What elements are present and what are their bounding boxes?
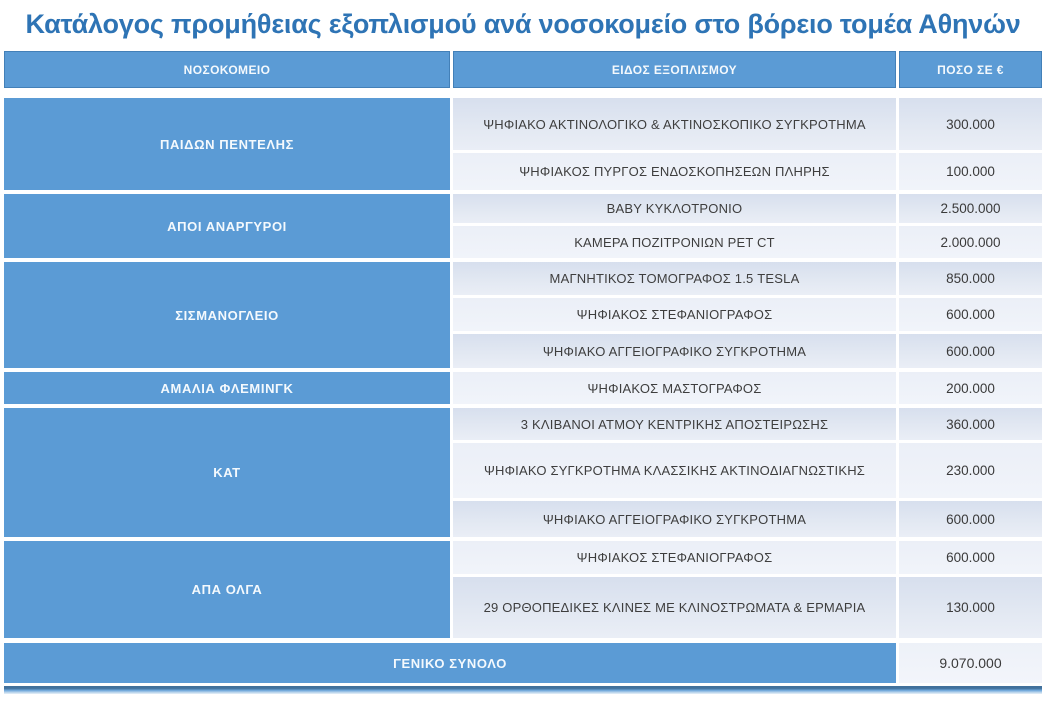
total-label-cell: ΓΕΝΙΚΟ ΣΥΝΟΛΟ [4, 643, 896, 683]
equipment-cell: ΨΗΦΙΑΚΟ ΣΥΓΚΡΟΤΗΜΑ ΚΛΑΣΣΙΚΗΣ ΑΚΤΙΝΟΔΙΑΓΝΩΣΤΙΚΗΣ [453, 443, 896, 498]
table-row [453, 262, 1042, 295]
header-cell-amount: ΠΟΣΟ ΣΕ € [899, 51, 1042, 88]
equipment-cell: ΨΗΦΙΑΚΟΣ ΣΤΕΦΑΝΙΟΓΡΑΦΟΣ [453, 298, 896, 331]
header-cell-hospital: ΝΟΣΟΚΟΜΕΙΟ [4, 51, 450, 88]
hospital-group [4, 372, 1042, 404]
table-row [453, 334, 1042, 368]
equipment-cell: 29 ΟΡΘΟΠΕΔΙΚΕΣ ΚΛΙΝΕΣ ΜΕ ΚΛΙΝΟΣΤΡΩΜΑΤΑ & ΕΡΜΑΡΙΑ [453, 577, 896, 638]
table-row [453, 577, 1042, 638]
hospital-cell: ΑΜΑΛΙΑ ΦΛΕΜΙΝΓΚ [4, 372, 450, 404]
table-row [453, 194, 1042, 223]
equipment-cell: BABY ΚΥΚΛΟΤΡΟΝΙΟ [453, 194, 896, 223]
equipment-cell: 3 ΚΛΙΒΑΝΟΙ ΑΤΜΟΥ ΚΕΝΤΡΙΚΗΣ ΑΠΟΣΤΕΙΡΩΣΗΣ [453, 408, 896, 440]
amount-cell: 200.000 [899, 372, 1042, 404]
equipment-cell: ΨΗΦΙΑΚΟΣ ΜΑΣΤΟΓΡΑΦΟΣ [453, 372, 896, 404]
table-row [453, 501, 1042, 537]
amount-cell: 2.000.000 [899, 226, 1042, 258]
equipment-cell: ΜΑΓΝΗΤΙΚΟΣ ΤΟΜΟΓΡΑΦΟΣ 1.5 TESLA [453, 262, 896, 295]
table-row [453, 98, 1042, 150]
hospital-cell: ΑΠΟΙ ΑΝΑΡΓΥΡΟΙ [4, 194, 450, 258]
hospital-cell: ΚΑΤ [4, 408, 450, 537]
amount-cell: 850.000 [899, 262, 1042, 295]
table-row [453, 443, 1042, 498]
table-row [453, 226, 1042, 258]
hospital-group [4, 98, 1042, 190]
hospital-cell: ΠΑΙΔΩΝ ΠΕΝΤΕΛΗΣ [4, 98, 450, 190]
amount-cell: 360.000 [899, 408, 1042, 440]
amount-cell: 100.000 [899, 153, 1042, 190]
table-row [453, 541, 1042, 574]
amount-cell: 300.000 [899, 98, 1042, 150]
hospital-group [4, 541, 1042, 638]
equipment-cell: ΨΗΦΙΑΚΟΣ ΣΤΕΦΑΝΙΟΓΡΑΦΟΣ [453, 541, 896, 574]
hospital-group [4, 194, 1042, 258]
total-row [4, 643, 1042, 683]
equipment-cell: ΚΑΜΕΡΑ ΠΟΖΙΤΡΟΝΙΩΝ PET CT [453, 226, 896, 258]
amount-cell: 2.500.000 [899, 194, 1042, 223]
table-row [453, 372, 1042, 404]
amount-cell: 600.000 [899, 298, 1042, 331]
table-bottom-edge [4, 686, 1042, 694]
equipment-cell: ΨΗΦΙΑΚΟ ΑΚΤΙΝΟΛΟΓΙΚΟ & ΑΚΤΙΝΟΣΚΟΠΙΚΟ ΣΥΓΚΡΟΤΗΜΑ [453, 98, 896, 150]
equipment-cell: ΨΗΦΙΑΚΟ ΑΓΓΕΙΟΓΡΑΦΙΚΟ ΣΥΓΚΡΟΤΗΜΑ [453, 501, 896, 537]
table-header-row [4, 51, 1042, 88]
table-row [453, 408, 1042, 440]
equipment-cell: ΨΗΦΙΑΚΟ ΑΓΓΕΙΟΓΡΑΦΙΚΟ ΣΥΓΚΡΟΤΗΜΑ [453, 334, 896, 368]
hospital-cell: ΑΠΑ ΟΛΓΑ [4, 541, 450, 638]
hospital-cell: ΣΙΣΜΑΝΟΓΛΕΙΟ [4, 262, 450, 368]
hospital-group [4, 262, 1042, 368]
equipment-cell: ΨΗΦΙΑΚΟΣ ΠΥΡΓΟΣ ΕΝΔΟΣΚΟΠΗΣΕΩΝ ΠΛΗΡΗΣ [453, 153, 896, 190]
hospital-group [4, 408, 1042, 537]
table-row [453, 298, 1042, 331]
amount-cell: 600.000 [899, 334, 1042, 368]
amount-cell: 600.000 [899, 501, 1042, 537]
total-amount-cell: 9.070.000 [899, 643, 1042, 683]
header-cell-equipment: ΕΙΔΟΣ ΕΞΟΠΛΙΣΜΟΥ [453, 51, 896, 88]
amount-cell: 600.000 [899, 541, 1042, 574]
procurement-table [4, 51, 1042, 694]
amount-cell: 130.000 [899, 577, 1042, 638]
amount-cell: 230.000 [899, 443, 1042, 498]
page-title: Κατάλογος προμήθειας εξοπλισμού ανά νοσοκομείο στο βόρειο τομέα Αθηνών [25, 9, 1021, 39]
table-row [453, 153, 1042, 190]
